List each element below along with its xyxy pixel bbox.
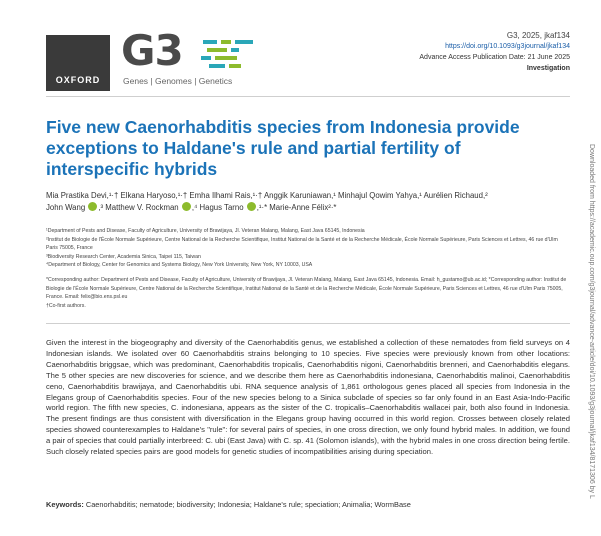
g3-journal-logo [121, 26, 271, 92]
advance-access-date: Advance Access Publication Date: 21 June 2025 [419, 54, 570, 61]
keywords-list: Caenorhabditis; nematode; biodiversity; Indonesia; Haldane's rule; speciation; Animalia; WormBase [85, 500, 411, 509]
orcid-icon[interactable] [88, 202, 97, 211]
article-metadata [419, 30, 570, 74]
orcid-icon[interactable] [182, 202, 191, 211]
doi-link[interactable]: https://doi.org/10.1093/g3journal/jkaf134 [445, 43, 570, 50]
orcid-icon[interactable] [247, 202, 256, 211]
g3-logo-subtitle: Genes | Genomes | Genetics [123, 76, 233, 86]
author-name[interactable]: ,³ Matthew V. Rockman [98, 203, 179, 212]
correspondence-text: *Corresponding author: Department of Pests and Disease, Faculty of Agriculture, University of Brawijaya, Jl. Veteran Malang, Malang, East Java 65145, Indonesia. Email: h_gustamo@ub.ac.id; *Corresponding author: Institut de Biologie de l'École Normale Supérieure, Centre National de la Recherche Scientifique, Institut National de la Santé et de la Recherche Médicale, École Normale Supérieure, Paris Sciences et Lettres, 46 rue d'Ulm Paris 75005, France. Email: felix@bio.ens.psl.eu [46, 277, 567, 301]
keywords-label: Keywords: [46, 500, 84, 509]
download-sidebar [578, 30, 600, 530]
author-line-1: Mia Prastika Devi,¹·† Elkana Haryoso,¹·† Emha Ilhami Rais,¹·† Anggik Karuniawan,¹ Minhajul Qowim Yahya,¹ Aurélien Richaud,² [46, 191, 488, 200]
author-name[interactable]: ,¹·* Marie-Anne Félix²·* [256, 203, 337, 212]
article-type: Investigation [526, 65, 570, 72]
cofirst-note: †Co-first authors. [46, 302, 86, 309]
abstract: Given the interest in the biogeography and diversity of the Caenorhabditis genus, we established a collection of these nematodes from field surveys on 4 Indonesian islands. We isolated over 60 Caenorhabditis strains belonging to 10 species. Five species were previously known from other locations: Caenorhabditis briggsae, which was predominant, Caenorhabditis tropicalis, Caenorhabditis nigoni, Caenorhabditis brenneri, and Caenorhabditis elegans. The 5 other species are new discoveries for science, and we describe them here as Caenorhabditis indonesiana, Caenorhabditis malinoi, Caenorhabditis ceno, Caenorhabditis brawijaya, and Caenorhabditis ubi. RNA sequence analysis of 1,861 orthologous genes placed all species from Indonesia in the Elegans group of Caenorhabditis species. Four of the new species belong to a Sinica subclade of species so far only found in an East Asia-Indo-Pacific world region. The fifth new species, C. indonesiana, appears as the sister of the C. tropicalis–Caenorhabditis wallacei pair, both also found in Indonesia. The present findings are thus consistent with diversification in the Elegans group having occurred in this world region. Crosses between closely related species showed counterexamples to Haldane's "rule": for several pairs of species, in one cross direction, we only found hybrid males. In addition, we found a pair of species that could partially interbreed: C. ubi (East Java) with C. sp. 41 (Solomon islands), with the hybrid males in one cross direction being fertile. Such closely related species pairs are good models for genetic studies of incompatibilities arising during speciation. [46, 338, 570, 457]
author-list [46, 190, 570, 214]
publisher-name: OXFORD [55, 75, 101, 85]
header-divider [46, 96, 570, 97]
g3-logo-text: G3 [121, 26, 183, 75]
affiliation: ⁴Department of Biology, Center for Genomics and Systems Biology, New York University, New York, NY 10003, USA [46, 262, 313, 269]
g3-bars-icon [201, 38, 261, 74]
article-title: Five new Caenorhabditis species from Indonesia provide exceptions to Haldane's rule and partial fertility of interspecific hybrids [46, 117, 520, 179]
affiliation: ³Biodiversity Research Center, Academia Sinica, Taipei 115, Taiwan [46, 253, 201, 260]
keywords [46, 500, 570, 509]
correspondence [46, 276, 570, 310]
citation: G3, 2025, jkaf134 [506, 31, 570, 40]
affiliations [46, 227, 570, 270]
author-line-2 [46, 202, 570, 214]
author-name[interactable]: John Wang [46, 203, 86, 212]
download-note[interactable]: Downloaded from https://academic.oup.com/g3journal/advance-article/doi/10.1093/g3journal/jkaf134/8171306 by L [588, 144, 595, 499]
abstract-divider [46, 323, 570, 324]
author-name[interactable]: ,⁴ Hagus Tarno [191, 203, 244, 212]
oxford-logo [46, 35, 110, 91]
affiliation: ¹Department of Pests and Disease, Faculty of Agriculture, University of Brawijaya, Jl. Veteran Malang, Malang, East Java 65145, Indonesia [46, 228, 365, 234]
affiliation: ²Institut de Biologie de l'École Normale Supérieure, Centre National de la Recherche Scientifique, Institut National de la Santé et de la Recherche Médicale, École Normale Supérieure, Paris Sciences et Lettres, 46 rue d'Ulm Paris 75005, France [46, 236, 558, 252]
